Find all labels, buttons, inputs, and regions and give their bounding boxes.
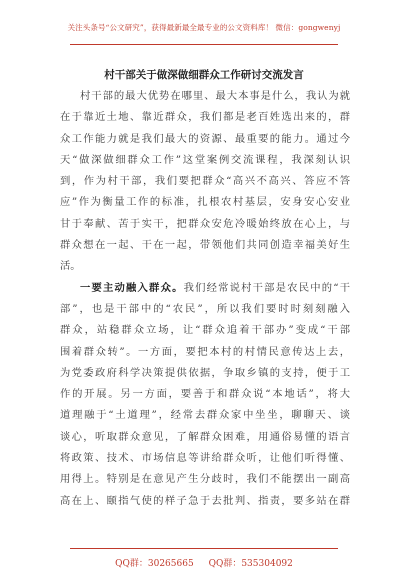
body-line: 村干部的最大优势在哪里、最大本事是什么，我认为就 <box>80 90 350 102</box>
body-line: 道理融于“土道理”，经常去群众家中坐坐，聊聊天、谈 <box>60 409 350 422</box>
body-line: 部”，也是干部中的“农民”，所以我们要时时刻刻融入 <box>60 302 350 315</box>
section-heading: 一要主动融入群众。 <box>80 281 184 294</box>
document-body <box>60 86 350 512</box>
body-line: 群众想在一起、干在一起，带领他们共同创造幸福美好生 <box>60 239 350 252</box>
body-line: 众工作能力就是我们最大的资源、最重要的能力。通过今 <box>60 132 350 145</box>
footer-divider <box>70 548 338 549</box>
body-line: 天“做深做细群众工作”这堂案例交流课程，我深刻认识 <box>60 153 350 166</box>
body-line: 甘于奉献、苦于实干，把群众安危冷暖始终放在心上，与 <box>60 217 350 230</box>
body-line: 高在上、颐指气使的样子急于去批判、指责，要多站在群 <box>60 494 350 507</box>
body-line-rest: 我们经常说村干部是农民中的“干 <box>183 281 350 294</box>
body-line: 为党委政府科学决策提供依据，争取乡镇的支持，便于工 <box>60 366 350 379</box>
body-line: 谈心，听取群众意见，了解群众困难，用通俗易懂的语言 <box>60 430 350 443</box>
header-divider <box>70 44 338 45</box>
body-line: 到，作为村干部，我们要把群众“高兴不高兴、答应不答 <box>60 175 350 188</box>
body-line: 作的开展。另一方面，要善于和群众说“本地话”，将大 <box>60 388 350 401</box>
body-line: 将政策、技术、市场信息等讲给群众听，让他们听得懂、 <box>60 452 350 465</box>
qq-group-2: QQ群：535304092 <box>208 559 293 569</box>
body-line: 围着群众转”。一方面，要把本村的村情民意传达上去， <box>60 345 350 358</box>
header-banner: 关注头条号“公文研究”，获得最新最全最专业的公文资料库！ 微信：gongwenyj <box>67 23 341 32</box>
qq-group-1: QQ群：30265665 <box>115 559 194 569</box>
body-line: 活。 <box>60 260 81 273</box>
body-line: 应”作为衡量工作的标准，扎根农村基层，安身安心安业 <box>60 196 350 209</box>
body-line: 在于靠近土地、靠近群众，我们都是老百姓选出来的，群 <box>60 111 350 124</box>
body-line: 群众，站稳群众立场，让“群众追着干部办”变成“干部 <box>60 324 350 337</box>
section-heading-line <box>60 278 350 299</box>
document-title: 村干部关于做深做细群众工作研讨交流发言 <box>104 69 304 81</box>
body-line: 用得上。特别是在意见产生分歧时，我们不能摆出一副高 <box>60 473 350 486</box>
footer <box>0 556 408 569</box>
